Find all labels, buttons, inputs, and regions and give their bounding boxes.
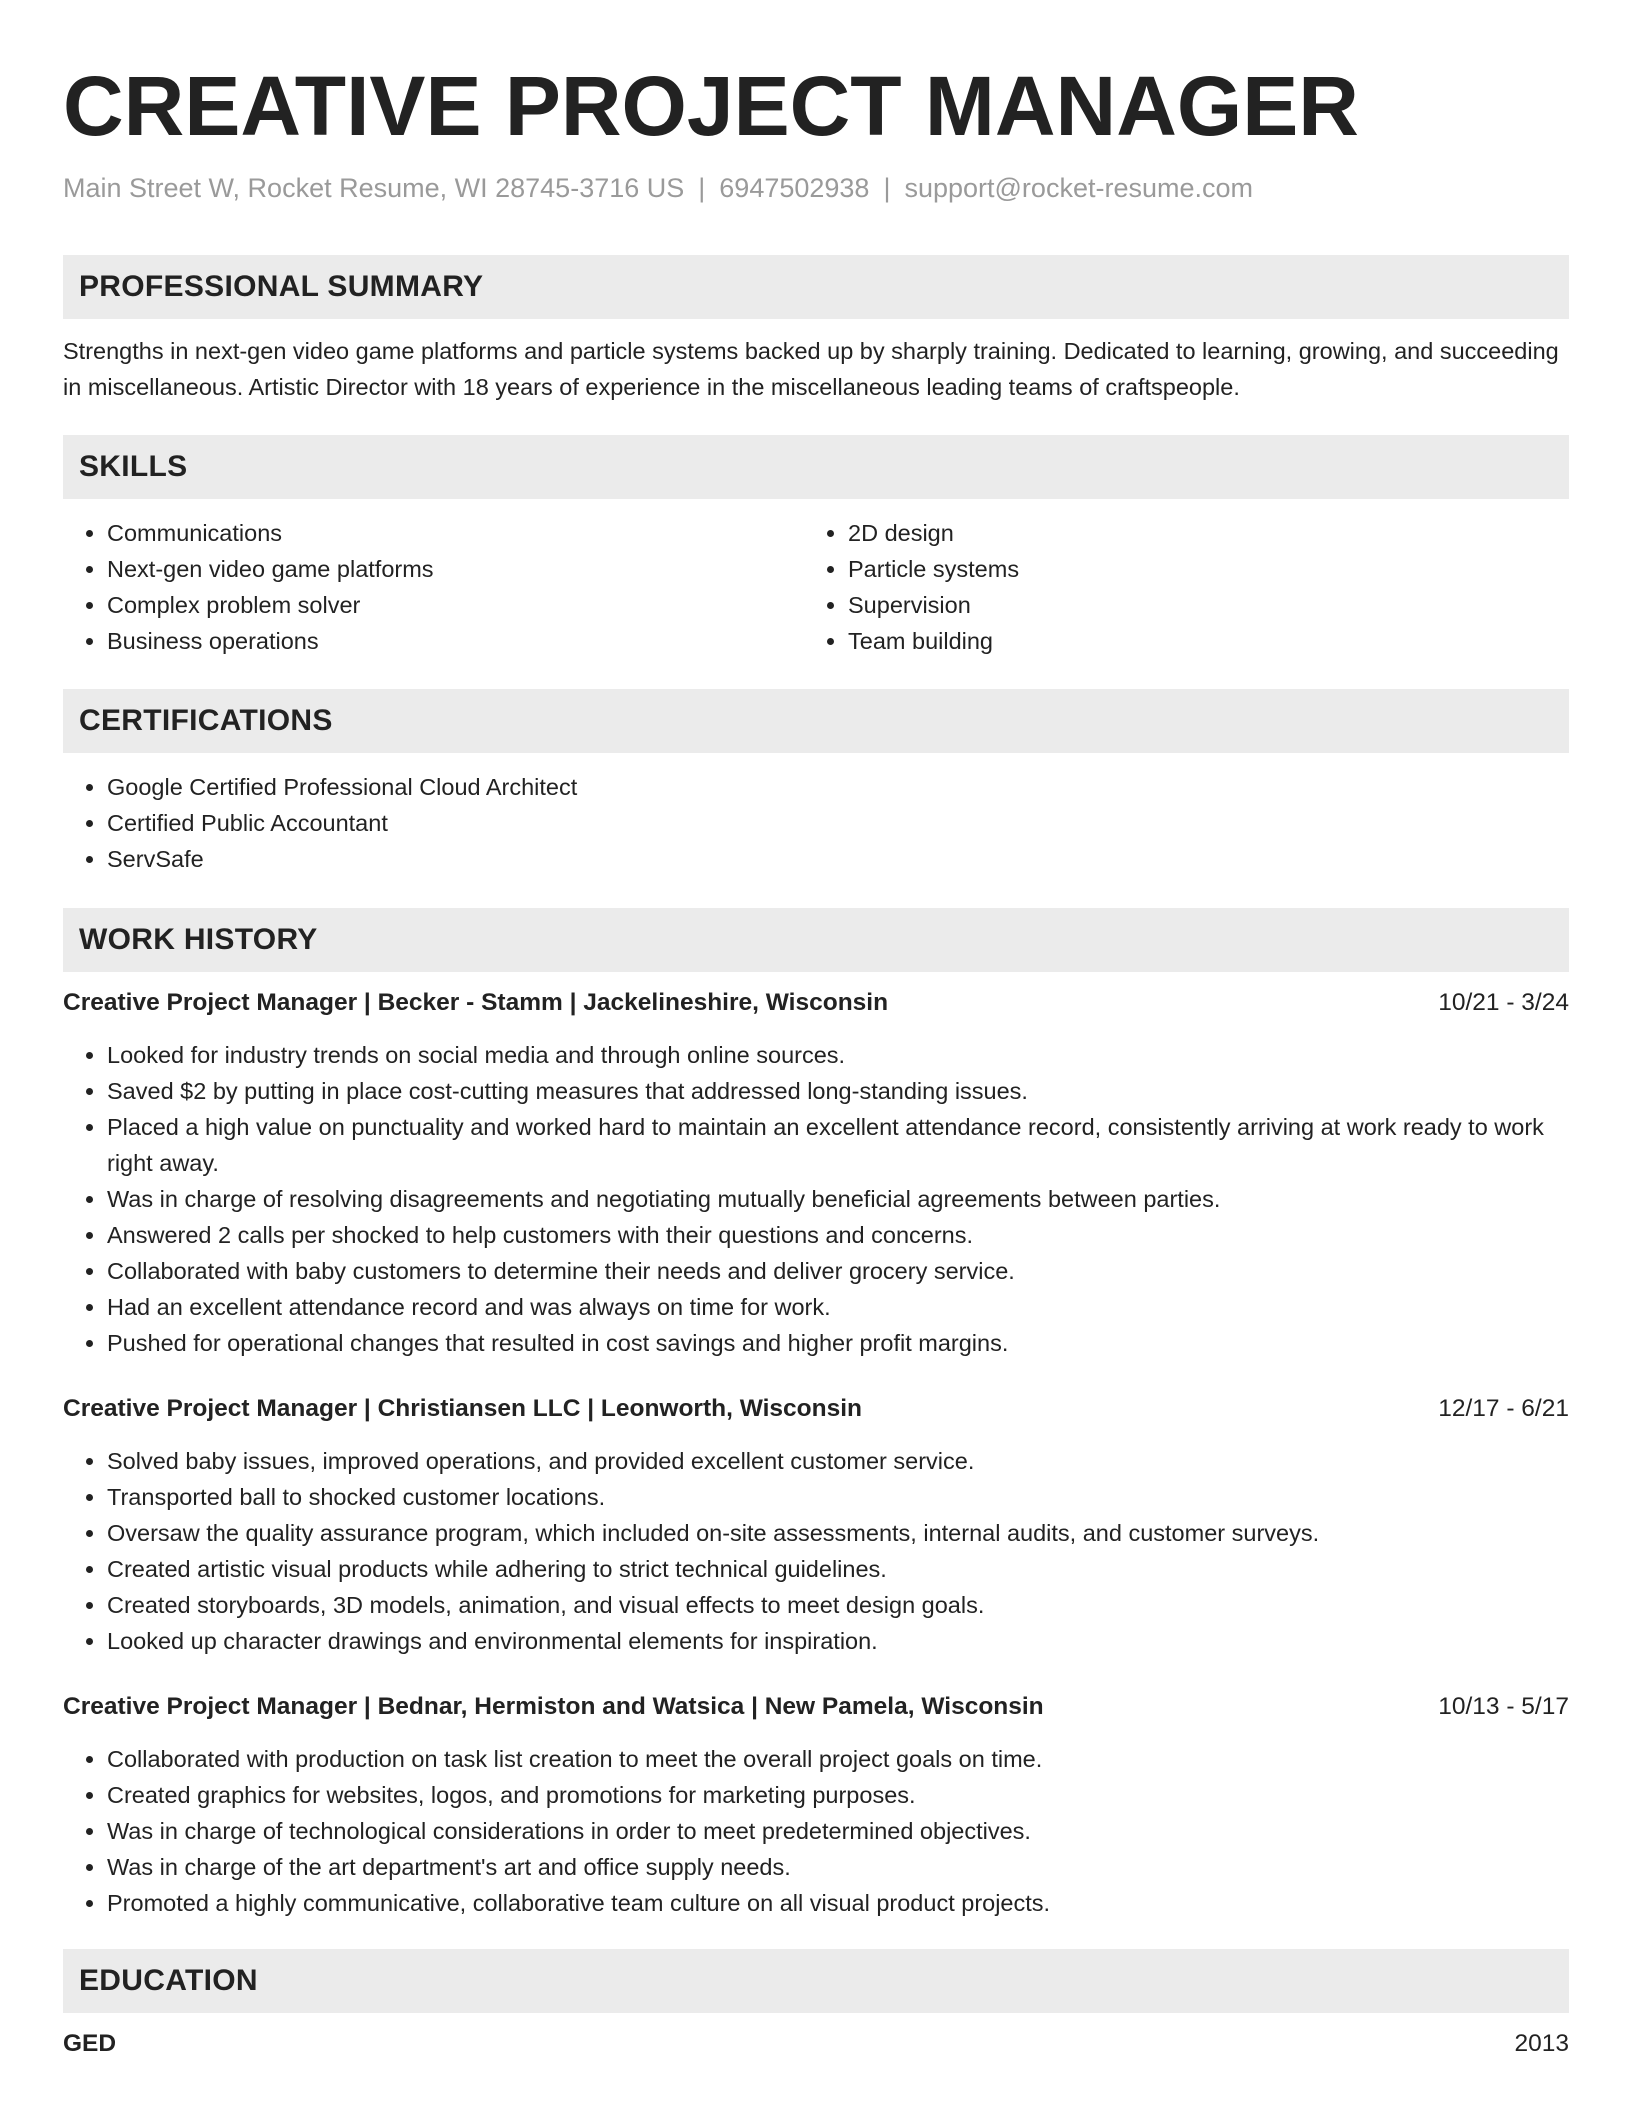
contact-phone: 6947502938 (719, 173, 870, 203)
certification-item: • ServSafe (107, 841, 1569, 877)
certification-item: • Google Certified Professional Cloud Architect (107, 769, 1569, 805)
job-bullet: • Oversaw the quality assurance program, which included on-site assessments, internal audits, and customer surveys. (107, 1515, 1569, 1551)
job-bullet: • Pushed for operational changes that resulted in cost savings and higher profit margins. (107, 1325, 1569, 1361)
job-bullet: • Was in charge of technological considerations in order to meet predetermined objectives. (107, 1813, 1569, 1849)
skill-item: • Particle systems (848, 551, 1545, 587)
job-title: Creative Project Manager | Becker - Stamm | Jackelineshire, Wisconsin (63, 989, 889, 1016)
skill-item: • Next-gen video game platforms (107, 551, 804, 587)
section-heading-education: EDUCATION (63, 1949, 1569, 2013)
job-bullet: • Created artistic visual products while adhering to strict technical guidelines. (107, 1551, 1569, 1587)
job-entry (63, 985, 1569, 1361)
job-bullet: • Had an excellent attendance record and was always on time for work. (107, 1289, 1569, 1325)
job-bullets (63, 1037, 1569, 1361)
job-bullets (63, 1443, 1569, 1659)
skill-item: • Business operations (107, 623, 804, 659)
skill-item: • Communications (107, 515, 804, 551)
skills-list-left (63, 515, 804, 659)
skills-grid (63, 515, 1569, 659)
contact-email: support@rocket-resume.com (904, 173, 1253, 203)
job-bullet: • Promoted a highly communicative, collaborative team culture on all visual product projects. (107, 1885, 1569, 1921)
job-title: Creative Project Manager | Bednar, Hermiston and Watsica | New Pamela, Wisconsin (63, 1693, 1044, 1720)
skill-item: • 2D design (848, 515, 1545, 551)
summary-text: Strengths in next-gen video game platforms and particle systems backed up by sharply training. Dedicated to learning, growing, and succeeding in miscellaneous. Artistic Director with 18 years of experience in the miscellaneous leading teams of craftspeople. (63, 338, 1559, 400)
job-bullet: • Was in charge of resolving disagreements and negotiating mutually beneficial agreements between parties. (107, 1181, 1569, 1217)
job-bullet: • Saved $2 by putting in place cost-cutting measures that addressed long-standing issues. (107, 1073, 1569, 1109)
section-heading-skills: SKILLS (63, 435, 1569, 499)
education-entry (63, 2026, 1569, 2062)
skill-item: • Team building (848, 623, 1545, 659)
job-bullets (63, 1741, 1569, 1921)
resume-name: CREATIVE PROJECT MANAGER (63, 59, 1359, 153)
section-heading-work-history: WORK HISTORY (63, 908, 1569, 972)
job-title: Creative Project Manager | Christiansen LLC | Leonworth, Wisconsin (63, 1395, 863, 1422)
job-bullet: • Was in charge of the art department's art and office supply needs. (107, 1849, 1569, 1885)
job-bullet: • Looked up character drawings and environmental elements for inspiration. (107, 1623, 1569, 1659)
contact-separator: | (883, 173, 891, 203)
section-heading-summary: PROFESSIONAL SUMMARY (63, 255, 1569, 319)
job-header (63, 985, 1569, 1021)
job-dates: 10/21 - 3/24 (1438, 989, 1569, 1016)
education-year: 2013 (1514, 2030, 1569, 2057)
skills-list-right (804, 515, 1545, 659)
job-bullet: • Looked for industry trends on social media and through online sources. (107, 1037, 1569, 1073)
section-heading-certifications: CERTIFICATIONS (63, 689, 1569, 753)
job-bullet: • Created storyboards, 3D models, animation, and visual effects to meet design goals. (107, 1587, 1569, 1623)
job-dates: 10/13 - 5/17 (1438, 1693, 1569, 1720)
job-bullet: • Answered 2 calls per shocked to help customers with their questions and concerns. (107, 1217, 1569, 1253)
job-header (63, 1391, 1569, 1427)
contact-address: Main Street W, Rocket Resume, WI 28745-3716 US (63, 173, 685, 203)
job-bullet: • Collaborated with baby customers to determine their needs and deliver grocery service. (107, 1253, 1569, 1289)
job-bullet: • Placed a high value on punctuality and worked hard to maintain an excellent attendance record, consistently arriving at work ready to work right away. (107, 1109, 1569, 1181)
contact-separator: | (698, 173, 706, 203)
job-bullet: • Transported ball to shocked customer locations. (107, 1479, 1569, 1515)
skill-item: • Supervision (848, 587, 1545, 623)
skill-item: • Complex problem solver (107, 587, 804, 623)
contact-line (63, 172, 1569, 204)
education-degree: GED (63, 2030, 117, 2057)
job-bullet: • Solved baby issues, improved operations, and provided excellent customer service. (107, 1443, 1569, 1479)
job-entry (63, 1391, 1569, 1659)
certification-item: • Certified Public Accountant (107, 805, 1569, 841)
job-entry (63, 1689, 1569, 1921)
certifications-list (63, 769, 1569, 877)
job-bullet: • Created graphics for websites, logos, and promotions for marketing purposes. (107, 1777, 1569, 1813)
job-bullet: • Collaborated with production on task list creation to meet the overall project goals on time. (107, 1741, 1569, 1777)
job-header (63, 1689, 1569, 1725)
job-dates: 12/17 - 6/21 (1438, 1395, 1569, 1422)
